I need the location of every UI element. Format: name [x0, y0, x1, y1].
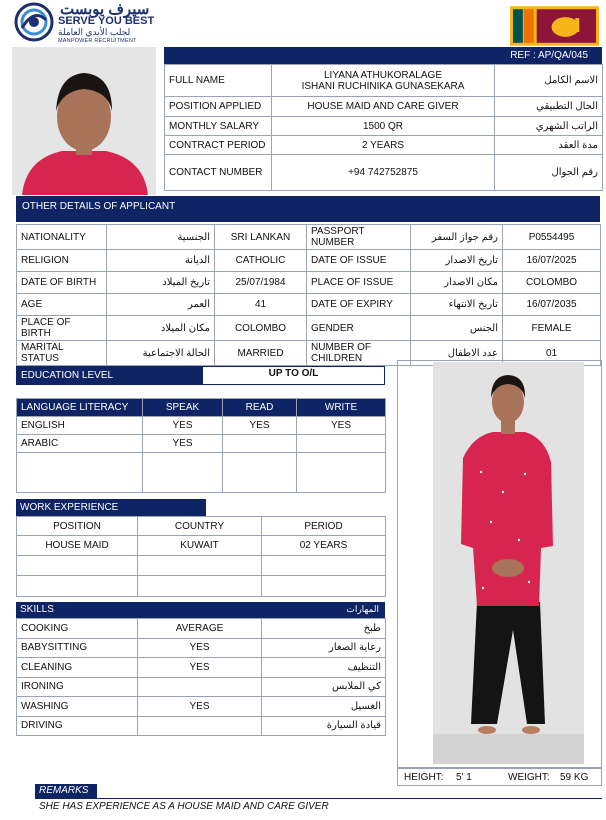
skill-name: DRIVING: [17, 716, 138, 736]
monthly-salary-label-ar: الراتب الشهري: [495, 117, 603, 136]
language-row-arabic: [17, 435, 386, 453]
agency-tagline-ar: لجلب الأيدي العاملة: [58, 27, 131, 37]
full-name-row: [165, 65, 603, 97]
details-label-left: MARITAL STATUS: [17, 341, 107, 366]
skills-title: SKILLS: [20, 604, 54, 615]
work-position: HOUSE MAID: [17, 536, 138, 556]
full-name-line2: ISHANI RUCHINIKA GUNASEKARA: [301, 80, 465, 92]
skill-name-ar: كي الملابس: [262, 677, 386, 697]
details-value-right: 01: [503, 341, 601, 366]
details-label-right-ar: عدد الاطفال: [411, 341, 503, 366]
details-label-right-ar: مكان الاصدار: [411, 272, 503, 294]
language-speak: YES: [143, 435, 223, 453]
details-row: [17, 250, 601, 272]
details-value-left: 41: [215, 294, 307, 316]
contact-number-value: +94 742752875: [272, 155, 495, 191]
contract-period-value: 2 YEARS: [272, 136, 495, 155]
agency-tagline-en: MANPOWER RECRUITMENT: [58, 38, 137, 44]
details-label-left: RELIGION: [17, 250, 107, 272]
details-value-left: MARRIED: [215, 341, 307, 366]
language-write: YES: [297, 417, 386, 435]
agency-name-ar: سيرف يوبست: [60, 1, 150, 18]
skill-name: WASHING: [17, 697, 138, 717]
work-country: KUWAIT: [138, 536, 262, 556]
skills-header: [16, 602, 385, 618]
details-value-left: CATHOLIC: [215, 250, 307, 272]
language-write: [297, 435, 386, 453]
skill-row: [17, 716, 386, 736]
reference-number: REF : AP/QA/045: [510, 50, 588, 61]
language-header-read: READ: [223, 399, 297, 417]
contact-number-label-ar: رقم الجوال: [495, 155, 603, 191]
details-label-right: GENDER: [307, 316, 411, 341]
skill-name-ar: رعاية الصغار: [262, 638, 386, 658]
education-level-row: [16, 366, 385, 385]
details-label-left: PLACE OF BIRTH: [17, 316, 107, 341]
details-value-left: COLOMBO: [215, 316, 307, 341]
details-label-right-ar: الجنس: [411, 316, 503, 341]
work-row: [17, 536, 386, 556]
details-value-right: 16/07/2035: [503, 294, 601, 316]
contract-period-label-ar: مدة العقد: [495, 136, 603, 155]
skill-row: [17, 697, 386, 717]
skill-level: YES: [138, 658, 262, 678]
details-row: [17, 294, 601, 316]
language-literacy-table: [16, 398, 385, 492]
language-name: ENGLISH: [17, 417, 143, 435]
position-applied-value: HOUSE MAID AND CARE GIVER: [272, 97, 495, 117]
skill-name: IRONING: [17, 677, 138, 697]
skill-row: [17, 619, 386, 639]
skill-level: YES: [138, 697, 262, 717]
details-label-left: NATIONALITY: [17, 225, 107, 250]
skill-name-ar: التنظيف: [262, 658, 386, 678]
language-name: ARABIC: [17, 435, 143, 453]
language-header-row: [17, 399, 386, 417]
contact-number-row: [165, 155, 603, 191]
skill-row: [17, 638, 386, 658]
skill-row: [17, 658, 386, 678]
language-header-write: WRITE: [297, 399, 386, 417]
full-name-label: FULL NAME: [165, 65, 272, 97]
work-experience-table: [16, 516, 385, 596]
height-label: HEIGHT:: [404, 772, 444, 783]
language-read: YES: [223, 417, 297, 435]
skill-level: [138, 716, 262, 736]
skill-name: BABYSITTING: [17, 638, 138, 658]
skills-table: [16, 618, 385, 735]
other-details-header: OTHER DETAILS OF APPLICANT: [16, 196, 600, 222]
language-row-empty: [17, 453, 386, 493]
skill-name-ar: الغسيل: [262, 697, 386, 717]
language-speak: YES: [143, 417, 223, 435]
applicant-full-body-photo: [433, 362, 584, 764]
details-label-right-ar: رقم جواز السفر: [411, 225, 503, 250]
work-header-position: POSITION: [17, 517, 138, 536]
details-label-left-ar: الديانة: [107, 250, 215, 272]
sri-lanka-flag-icon: [510, 6, 599, 46]
details-label-left: AGE: [17, 294, 107, 316]
details-value-left: SRI LANKAN: [215, 225, 307, 250]
height-value: 5' 1: [456, 772, 472, 783]
details-value-right: COLOMBO: [503, 272, 601, 294]
details-label-left-ar: العمر: [107, 294, 215, 316]
details-value-left: 25/07/1984: [215, 272, 307, 294]
agency-name-en: SERVE YOU BEST: [58, 15, 155, 27]
remarks-divider: [35, 798, 602, 799]
work-period: 02 YEARS: [262, 536, 386, 556]
position-applied-label-ar: الحال التطبيقي: [495, 97, 603, 117]
personal-info-table: [164, 64, 602, 190]
details-label-right-ar: تاريخ الانتهاء: [411, 294, 503, 316]
weight-label: WEIGHT:: [508, 772, 550, 783]
language-header-speak: SPEAK: [143, 399, 223, 417]
details-label-left: DATE OF BIRTH: [17, 272, 107, 294]
language-header-title: LANGUAGE LITERACY: [17, 399, 143, 417]
details-value-right: P0554495: [503, 225, 601, 250]
height-weight-row: [397, 768, 602, 786]
skill-level: YES: [138, 638, 262, 658]
details-label-left-ar: مكان الميلاد: [107, 316, 215, 341]
work-row-empty: [17, 556, 386, 576]
monthly-salary-value: 1500 QR: [272, 117, 495, 136]
details-label-left-ar: الحالة الاجتماعية: [107, 341, 215, 366]
position-applied-label: POSITION APPLIED: [165, 97, 272, 117]
work-header-period: PERIOD: [262, 517, 386, 536]
work-header-row: [17, 517, 386, 536]
details-row: [17, 225, 601, 250]
details-label-right: PASSPORT NUMBER: [307, 225, 411, 250]
education-level-value: UP TO O/L: [268, 368, 319, 379]
monthly-salary-label: MONTHLY SALARY: [165, 117, 272, 136]
details-label-right: PLACE OF ISSUE: [307, 272, 411, 294]
applicant-portrait-photo: [12, 47, 156, 195]
contact-number-label: CONTACT NUMBER: [165, 155, 272, 191]
full-name-line1: LIYANA ATHUKORALAGE: [323, 69, 442, 81]
skill-name-ar: طبخ: [262, 619, 386, 639]
skill-level: AVERAGE: [138, 619, 262, 639]
remarks-text: SHE HAS EXPERIENCE AS A HOUSE MAID AND CARE GIVER: [39, 801, 329, 812]
work-header-country: COUNTRY: [138, 517, 262, 536]
skill-name: CLEANING: [17, 658, 138, 678]
language-read: [223, 435, 297, 453]
details-label-left-ar: الجنسية: [107, 225, 215, 250]
agency-logo-icon: [14, 2, 54, 42]
education-level-label: EDUCATION LEVEL: [17, 367, 203, 384]
ref-bar: [164, 47, 602, 64]
work-row-empty: [17, 576, 386, 597]
full-name-label-ar: الاسم الكامل: [495, 65, 603, 97]
details-row: [17, 316, 601, 341]
details-label-right: NUMBER OF CHILDREN: [307, 341, 411, 366]
skill-level: [138, 677, 262, 697]
details-label-right-ar: تاريخ الاصدار: [411, 250, 503, 272]
skills-title-ar: المهارات: [346, 604, 379, 614]
work-experience-header: WORK EXPERIENCE: [16, 499, 206, 516]
skill-name-ar: قيادة السيارة: [262, 716, 386, 736]
details-row: [17, 272, 601, 294]
other-details-table: [16, 224, 600, 362]
skill-row: [17, 677, 386, 697]
skill-name: COOKING: [17, 619, 138, 639]
details-label-left-ar: تاريخ الميلاد: [107, 272, 215, 294]
details-label-right: DATE OF ISSUE: [307, 250, 411, 272]
full-name-value: [272, 65, 495, 97]
details-label-right: DATE OF EXPIRY: [307, 294, 411, 316]
details-value-right: 16/07/2025: [503, 250, 601, 272]
position-applied-row: [165, 97, 603, 117]
monthly-salary-row: [165, 117, 603, 136]
weight-value: 59 KG: [560, 772, 589, 783]
details-value-right: FEMALE: [503, 316, 601, 341]
language-row-english: [17, 417, 386, 435]
remarks-title: REMARKS: [35, 784, 97, 798]
contract-period-row: [165, 136, 603, 155]
contract-period-label: CONTRACT PERIOD: [165, 136, 272, 155]
